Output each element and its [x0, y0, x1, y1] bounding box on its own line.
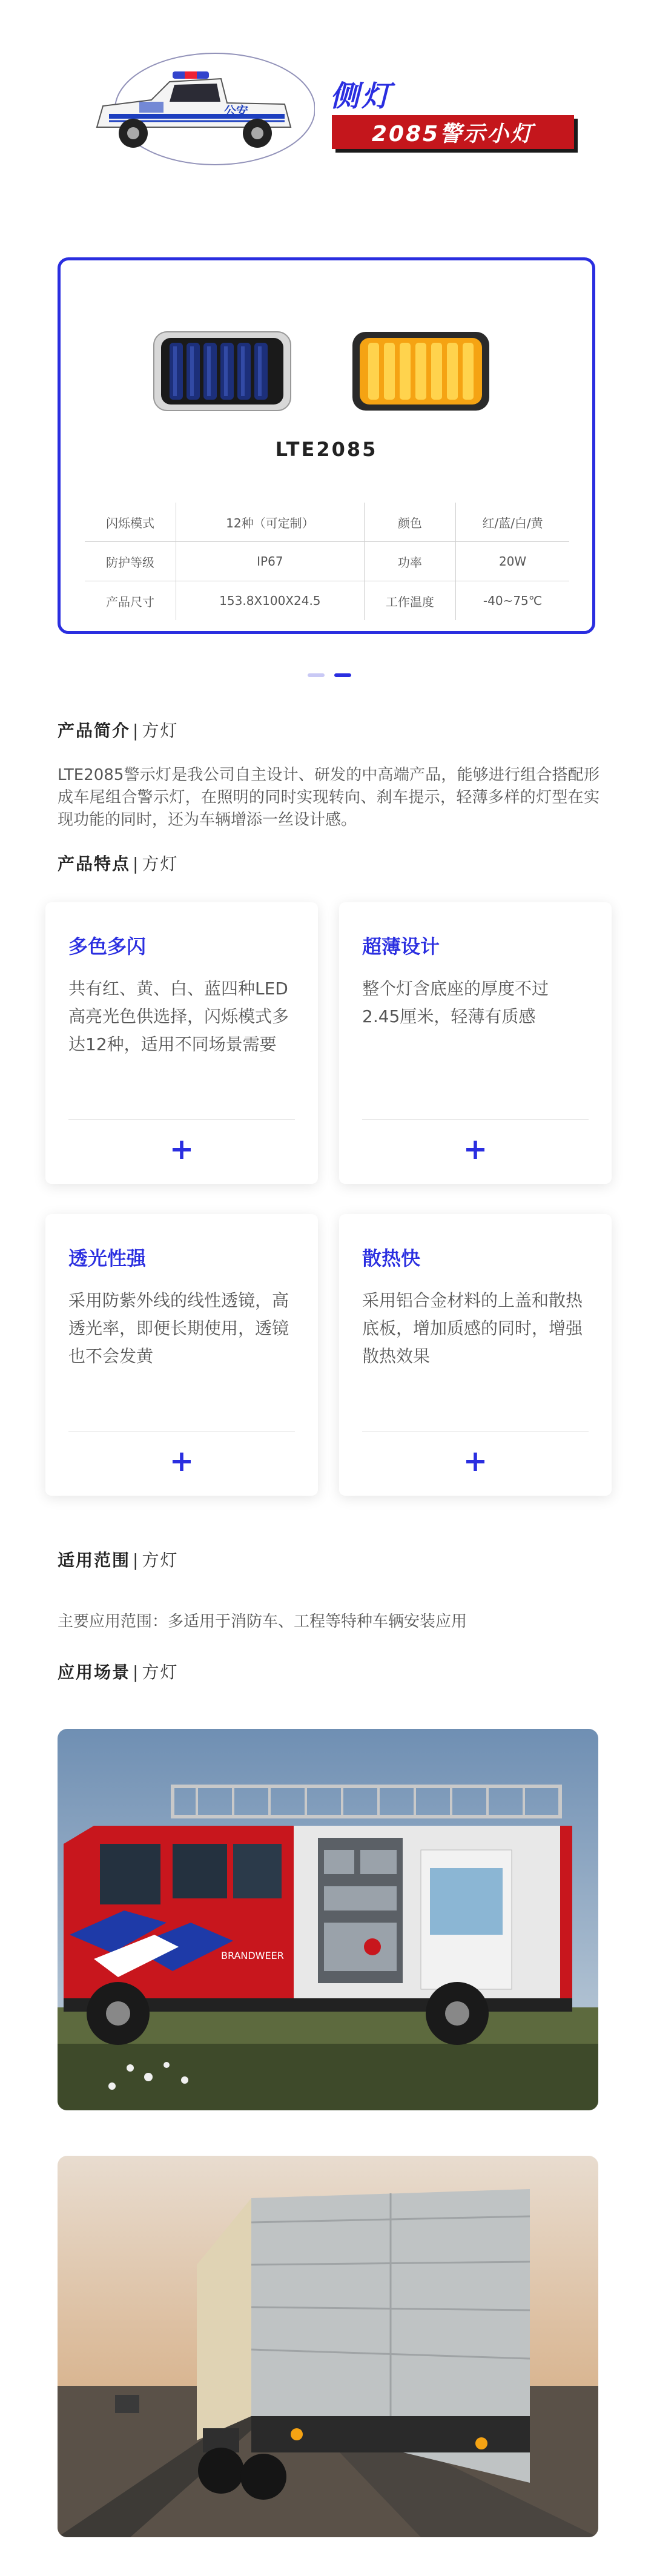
divider	[362, 1431, 589, 1432]
feature-card	[339, 1214, 612, 1496]
feature-title: 散热快	[362, 1247, 421, 1270]
feature-desc: 共有红、黄、白、蓝四种LED高亮光色供选择，闪烁模式多达12种，适用不同场景需要	[68, 979, 289, 1054]
carousel-dot-active[interactable]	[334, 673, 351, 677]
expand-plus-icon[interactable]: +	[169, 1132, 194, 1166]
fire-truck-photo	[58, 1729, 598, 2110]
section-heading-label: 应用场景	[58, 1662, 131, 1682]
feature-card	[339, 902, 612, 1184]
table-row	[85, 503, 569, 542]
table-cell: 颜色	[364, 503, 455, 542]
table-cell: 产品尺寸	[105, 594, 154, 609]
feature-card	[45, 1214, 318, 1496]
table-cell: 153.8X100X24.5	[176, 581, 364, 621]
section-heading-sub: 方灯	[142, 854, 179, 874]
semi-truck-photo	[58, 2156, 598, 2537]
section-heading-features: 产品特点 | 方灯	[58, 854, 179, 874]
section-heading-sub: 方灯	[142, 1550, 179, 1570]
divider	[362, 1119, 589, 1120]
table-cell: -40~75℃	[456, 581, 569, 621]
table-cell: IP67	[176, 542, 364, 581]
table-cell: 20W	[456, 542, 569, 581]
feature-desc: 采用铝合金材料的上盖和散热底板，增加质感的同时，增强散热效果	[362, 1290, 583, 1366]
section-heading-label: 产品特点	[58, 854, 131, 874]
expand-plus-icon[interactable]: +	[463, 1132, 488, 1166]
table-cell: 红/蓝/白/黄	[456, 503, 569, 542]
section-heading-intro: 产品简介 | 方灯	[58, 721, 179, 741]
table-cell: 12种（可定制）	[176, 503, 364, 542]
table-cell: 防护等级	[85, 542, 176, 581]
section-heading-label: 产品简介	[58, 721, 131, 741]
feature-card	[45, 902, 318, 1184]
section-heading-label: 适用范围	[58, 1550, 131, 1570]
divider	[68, 1431, 295, 1432]
section-heading-scope: 适用范围 | 方灯	[58, 1550, 179, 1570]
model-name: LTE2085	[275, 438, 378, 461]
section-heading-sub: 方灯	[142, 1662, 179, 1682]
table-cell: 功率	[364, 542, 455, 581]
divider	[68, 1119, 295, 1120]
feature-desc: 采用防紫外线的线性透镜，高透光率，即便长期使用，透镜也不会发黄	[68, 1290, 289, 1366]
page-title: 侧灯	[330, 79, 394, 113]
truck-brand: BRANDWEER	[221, 1950, 284, 1961]
feature-title: 超薄设计	[362, 935, 440, 958]
spec-card	[58, 257, 595, 634]
feature-desc: 整个灯含底座的厚度不过2.45厘米，轻薄有质感	[362, 979, 549, 1026]
table-row	[85, 542, 569, 581]
car-police-text: 公安	[224, 104, 248, 118]
scope-text: 主要应用范围：多适用于消防车、工程等特种车辆安装应用	[58, 1613, 467, 1631]
intro-text: LTE2085警示灯是我公司自主设计、研发的中高端产品，能够进行组合搭配形成车尾组合警示灯，在照明的同时实现转向、刹车提示，轻薄多样的灯型在实现功能的同时，还为车辆增添一丝设计感。	[58, 766, 600, 829]
table-row	[85, 581, 569, 621]
section-heading-sub: 方灯	[142, 721, 179, 741]
police-car-illustration	[85, 48, 315, 170]
amber-lamp-image	[351, 326, 490, 417]
table-cell: 工作温度	[364, 581, 455, 621]
carousel-dot[interactable]	[308, 673, 325, 677]
expand-plus-icon[interactable]: +	[169, 1444, 194, 1478]
feature-title: 透光性强	[68, 1247, 147, 1270]
table-cell: 闪烁模式	[85, 503, 176, 542]
title-banner: 2085警示小灯	[332, 115, 574, 149]
blue-lamp-image	[153, 326, 292, 417]
section-heading-scenes: 应用场景 | 方灯	[58, 1662, 179, 1682]
spec-table	[85, 503, 569, 620]
feature-title: 多色多闪	[68, 935, 147, 958]
expand-plus-icon[interactable]: +	[463, 1444, 488, 1478]
